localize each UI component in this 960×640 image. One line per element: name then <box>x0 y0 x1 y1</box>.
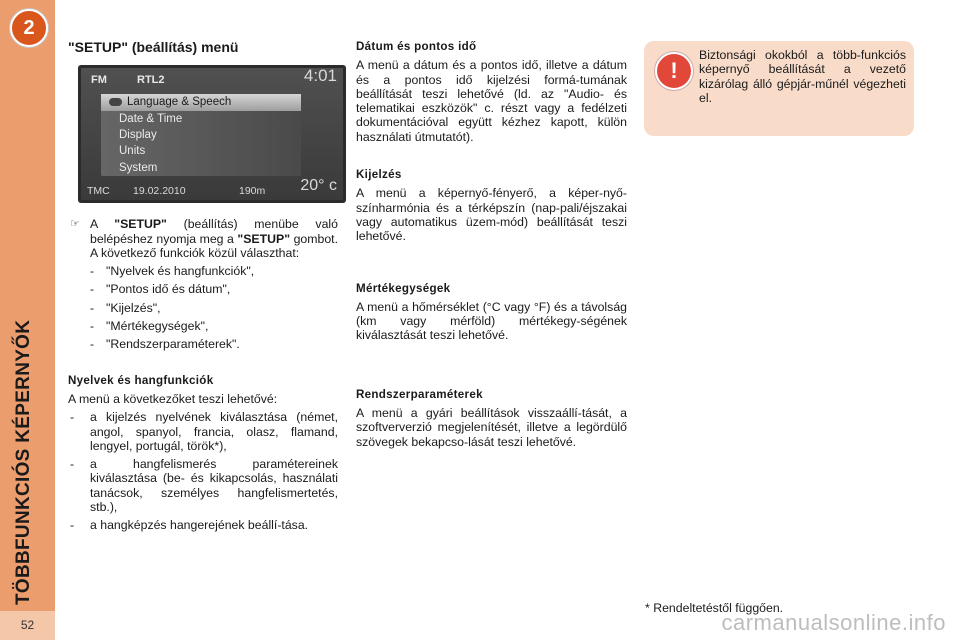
chapter-title: TÖBBFUNKCIÓS KÉPERNYŐK <box>13 319 34 605</box>
units-text: A menü a hőmérséklet (°C vagy °F) és a távolság (km vagy mérföld) mértékegy-ségének kiválasztását teszi lehetővé. <box>356 299 627 343</box>
system-text: A menü a gyári beállítások visszaállí-tását, a szoftververzió megjelenítését, illetve a legördülő szövegek bekapcso-lását teszi lehetővé. <box>356 406 627 449</box>
list-item: - "Nyelvek és hangfunkciók", <box>90 264 338 278</box>
page-number: 52 <box>0 611 55 640</box>
list-item: - a hangfelismerés paramétereinek kiválasztása (be- és kikapcsolás, használati tanácsok, személyes hangfelismertetés, stb.), <box>68 457 338 514</box>
date-time-text: A menü a dátum és a pontos idő, illetve a dátum és a pontos idő kijelzési formá-tumának beállítását teszi lehetővé (ld. az "Audio- és telematikai eszközök" c. részt vagy a fedélzeti dokumentációval együtt kézhez kapott, külön használati útmutatót). <box>356 58 627 144</box>
screen-status-bar <box>81 68 343 90</box>
setup-screen-image <box>78 65 346 203</box>
setup-menu-item: Language & Speech <box>101 94 301 110</box>
language-items-list <box>68 410 338 532</box>
screen-temperature: 20° c <box>300 177 337 195</box>
units-heading: Mértékegységek <box>356 281 451 295</box>
pointing-hand-icon: ☞ <box>70 218 80 231</box>
language-intro: A menü a következőket teszi lehetővé: <box>68 391 278 406</box>
list-item: - a kijelzés nyelvének kiválasztása (német, angol, spanyol, francia, olasz, flamand, lengyel, portugál, török*), <box>68 410 338 453</box>
setup-menu-item: Date & Time <box>119 112 183 125</box>
list-item: - a hangképzés hangerejének beállí-tása. <box>68 518 338 532</box>
system-heading: Rendszerparaméterek <box>356 387 483 401</box>
radio-station-label: RTL2 <box>137 74 165 87</box>
watermark: carmanualsonline.info <box>721 610 946 635</box>
screen-footer-bar <box>81 178 343 200</box>
display-text: A menü a képernyő-fényerő, a képer-nyő-színharmónia és a térképszín (nap-pali/éjszakai vagy automatikus üzem-mód) beállítását teszi lehetővé. <box>356 186 627 244</box>
setup-intro-paragraph: ☞ A "SETUP" (beállítás) menübe való belépéshez nyomja meg a "SETUP" gombot. A következő funkciók közül választhat: <box>70 217 338 260</box>
setup-options-list <box>90 264 338 351</box>
tmc-label: TMC <box>87 185 110 198</box>
warning-text: Biztonsági okokból a több-funkciós képernyő beállítását a vezető kizárólag álló gépjár-műnél végezheti el. <box>699 48 906 105</box>
list-item: - "Pontos idő és dátum", <box>90 282 338 296</box>
setup-menu-list <box>101 94 301 176</box>
column-middle <box>356 40 627 449</box>
display-heading: Kijelzés <box>356 168 402 182</box>
list-item: - "Rendszerparaméterek". <box>90 337 338 351</box>
screen-clock: 4:01 <box>303 66 337 86</box>
safety-warning-box <box>644 41 914 136</box>
setup-menu-item: System <box>119 161 158 174</box>
setup-menu-item: Units <box>119 145 146 158</box>
setup-menu-item: Display <box>119 129 157 142</box>
list-item: - "Kijelzés", <box>90 301 338 315</box>
sidebar <box>0 0 55 640</box>
list-item: - "Mértékegységek", <box>90 319 338 333</box>
screen-distance: 190m <box>239 185 266 198</box>
column-left <box>68 40 338 533</box>
language-heading: Nyelvek és hangfunkciók <box>68 373 214 387</box>
radio-band-label: FM <box>91 74 107 87</box>
date-time-heading: Dátum és pontos idő <box>356 40 477 53</box>
footnote: * Rendeltetéstől függően. <box>645 601 784 615</box>
exclamation-icon: ! <box>655 52 693 90</box>
chapter-number-badge: 2 <box>10 9 48 47</box>
screen-date: 19.02.2010 <box>133 185 186 198</box>
section-title: "SETUP" (beállítás) menü <box>68 39 239 55</box>
